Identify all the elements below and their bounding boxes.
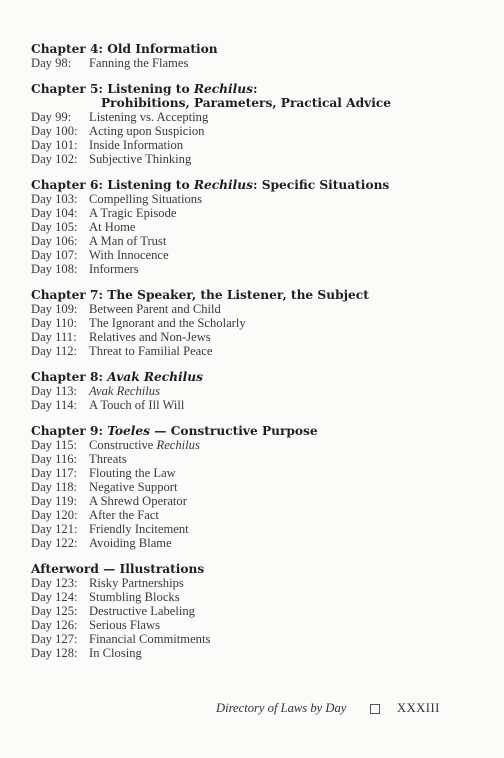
text-run: Constructive xyxy=(89,438,157,452)
text-run: Chapter 6: Listening to xyxy=(31,178,194,192)
text-run: Stumbling Blocks xyxy=(89,590,180,604)
day-entry xyxy=(31,398,471,412)
day-entry xyxy=(31,262,471,276)
day-entry xyxy=(31,302,471,316)
entry-title xyxy=(89,192,202,206)
text-run: Flouting the Law xyxy=(89,466,176,480)
text-run: A Touch of Ill Will xyxy=(89,398,185,412)
entry-title xyxy=(89,302,221,316)
day-number: Day 126: xyxy=(31,618,78,632)
entry-title xyxy=(89,384,160,398)
day-number: Day 100: xyxy=(31,124,78,138)
day-number: Day 113: xyxy=(31,384,78,398)
day-entry xyxy=(31,480,471,494)
text-run: Risky Partnerships xyxy=(89,576,184,590)
text-run: Chapter 9: xyxy=(31,424,108,438)
day-entry xyxy=(31,536,471,550)
day-number: Day 108: xyxy=(31,262,78,276)
text-run: : xyxy=(252,82,258,96)
day-entry xyxy=(31,576,471,590)
text-run: A Man of Trust xyxy=(89,234,167,248)
italic-text-run: Toeles xyxy=(107,424,151,438)
day-number: Day 106: xyxy=(31,234,78,248)
day-entry xyxy=(31,466,471,480)
text-run: With Innocence xyxy=(89,248,169,262)
day-number: Day 123: xyxy=(31,576,78,590)
entry-title xyxy=(89,632,210,646)
day-entry xyxy=(31,522,471,536)
chapter-subtitle: Prohibitions, Parameters, Practical Advice xyxy=(101,96,392,110)
text-run: Chapter 5: Listening to xyxy=(31,82,194,96)
entry-title xyxy=(89,480,178,494)
day-number: Day 128: xyxy=(31,646,78,660)
day-entry xyxy=(31,384,471,398)
entry-title xyxy=(89,438,200,452)
day-number: Day 105: xyxy=(31,220,78,234)
text-run: Compelling Situations xyxy=(89,192,202,206)
chapter-title xyxy=(31,424,471,438)
entry-title xyxy=(89,536,172,550)
text-run: Chapter 7: The Speaker, the Listener, the Subject xyxy=(31,288,369,302)
entry-title xyxy=(89,234,166,248)
chapter-title xyxy=(31,42,471,56)
chapter-section xyxy=(31,42,471,70)
entry-title xyxy=(89,248,169,262)
running-title: Directory of Laws by Day xyxy=(216,701,347,715)
italic-text-run: Rechilus xyxy=(193,178,253,192)
text-run: Friendly Incitement xyxy=(89,522,189,536)
day-number: Day 115: xyxy=(31,438,78,452)
day-number: Day 109: xyxy=(31,302,78,316)
chapter-section xyxy=(31,424,471,550)
day-entry xyxy=(31,330,471,344)
entry-title xyxy=(89,452,127,466)
text-run: Fanning the Flames xyxy=(89,56,189,70)
day-number: Day 103: xyxy=(31,192,78,206)
day-entry xyxy=(31,56,471,70)
day-entry xyxy=(31,590,471,604)
entry-title xyxy=(89,576,184,590)
day-number: Day 111: xyxy=(31,330,77,344)
day-entry xyxy=(31,110,471,124)
day-entry xyxy=(31,618,471,632)
day-number: Day 117: xyxy=(31,466,78,480)
day-number: Day 118: xyxy=(31,480,78,494)
text-run: A Shrewd Operator xyxy=(89,494,187,508)
entry-title xyxy=(89,522,189,536)
day-entry xyxy=(31,438,471,452)
day-entry xyxy=(31,124,471,138)
text-run: Chapter 4: Old Information xyxy=(31,42,218,56)
italic-text-run: Avak Rechilus xyxy=(107,370,204,384)
day-number: Day 110: xyxy=(31,316,78,330)
day-number: Day 127: xyxy=(31,632,78,646)
chapter-title xyxy=(31,288,471,302)
day-number: Day 119: xyxy=(31,494,78,508)
entry-title xyxy=(89,152,191,166)
day-entry xyxy=(31,452,471,466)
day-entry xyxy=(31,248,471,262)
entry-title xyxy=(89,316,246,330)
day-number: Day 122: xyxy=(31,536,78,550)
day-entry xyxy=(31,206,471,220)
entry-title xyxy=(89,344,212,358)
text-run: In Closing xyxy=(89,646,142,660)
text-run: Threats xyxy=(89,452,127,466)
chapter-title xyxy=(31,82,471,110)
text-run: At Home xyxy=(89,220,136,234)
day-entry xyxy=(31,192,471,206)
entry-title xyxy=(89,56,188,70)
day-number: Day 120: xyxy=(31,508,78,522)
italic-text-run: Rechilus xyxy=(193,82,253,96)
entry-title xyxy=(89,206,176,220)
entry-title xyxy=(89,646,142,660)
day-number: Day 102: xyxy=(31,152,78,166)
entry-title xyxy=(89,398,184,412)
chapter-title xyxy=(31,370,471,384)
text-run: Listening vs. Accepting xyxy=(89,110,209,124)
entry-title xyxy=(89,124,204,138)
chapter-title xyxy=(31,178,471,192)
entry-title xyxy=(89,604,195,618)
text-run: Afterword — Illustrations xyxy=(31,562,205,576)
text-run: — Constructive Purpose xyxy=(150,424,318,438)
text-run: Financial Commitments xyxy=(89,632,211,646)
day-entry xyxy=(31,494,471,508)
text-run: Avoiding Blame xyxy=(89,536,172,550)
day-entry xyxy=(31,152,471,166)
text-run: Subjective Thinking xyxy=(89,152,192,166)
box-separator-icon xyxy=(370,704,380,714)
page-number: XXXIII xyxy=(397,701,440,715)
chapter-section xyxy=(31,370,471,412)
text-run: Negative Support xyxy=(89,480,178,494)
text-run: The Ignorant and the Scholarly xyxy=(89,316,246,330)
day-number: Day 116: xyxy=(31,452,78,466)
text-run: After the Fact xyxy=(89,508,159,522)
day-number: Day 121: xyxy=(31,522,78,536)
day-entry xyxy=(31,632,471,646)
day-number: Day 98: xyxy=(31,56,72,70)
text-run: A Tragic Episode xyxy=(89,206,177,220)
entry-title xyxy=(89,138,183,152)
entry-title xyxy=(89,110,208,124)
day-entry xyxy=(31,344,471,358)
text-run: Acting upon Suspicion xyxy=(89,124,205,138)
entry-title xyxy=(89,220,136,234)
text-run: Relatives and Non-Jews xyxy=(89,330,211,344)
day-entry xyxy=(31,220,471,234)
text-run: Chapter 8: xyxy=(31,370,108,384)
day-entry xyxy=(31,316,471,330)
directory-page xyxy=(31,42,471,672)
entry-title xyxy=(89,494,187,508)
day-number: Day 114: xyxy=(31,398,78,412)
day-number: Day 107: xyxy=(31,248,78,262)
chapter-section xyxy=(31,562,471,660)
day-number: Day 101: xyxy=(31,138,78,152)
text-run: : Specific Situations xyxy=(252,178,390,192)
text-run: Informers xyxy=(89,262,139,276)
entry-title xyxy=(89,590,180,604)
text-run: Destructive Labeling xyxy=(89,604,195,618)
chapter-title xyxy=(31,562,471,576)
day-entry xyxy=(31,604,471,618)
entry-title xyxy=(89,508,159,522)
italic-text-run: Rechilus xyxy=(156,438,200,452)
text-run: Inside Information xyxy=(89,138,184,152)
text-run: Between Parent and Child xyxy=(89,302,221,316)
chapter-section xyxy=(31,178,471,276)
day-number: Day 104: xyxy=(31,206,78,220)
day-entry xyxy=(31,138,471,152)
text-run: Serious Flaws xyxy=(89,618,161,632)
day-number: Day 124: xyxy=(31,590,78,604)
entry-title xyxy=(89,618,160,632)
chapter-section xyxy=(31,288,471,358)
day-number: Day 112: xyxy=(31,344,78,358)
day-number: Day 125: xyxy=(31,604,78,618)
chapter-section xyxy=(31,82,471,166)
day-number: Day 99: xyxy=(31,110,72,124)
entry-title xyxy=(89,262,139,276)
day-entry xyxy=(31,646,471,660)
day-entry xyxy=(31,234,471,248)
entry-title xyxy=(89,466,176,480)
day-entry xyxy=(31,508,471,522)
text-run: Threat to Familial Peace xyxy=(89,344,213,358)
italic-text-run: Avak Rechilus xyxy=(89,384,160,398)
entry-title xyxy=(89,330,211,344)
